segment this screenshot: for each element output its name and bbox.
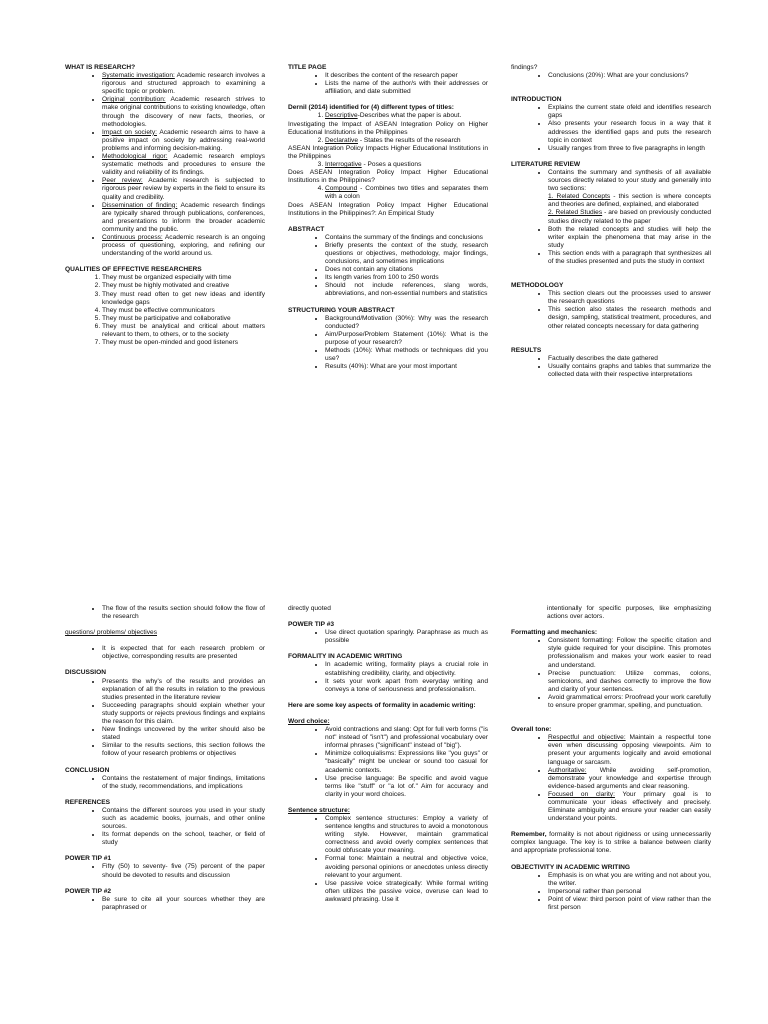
list-item: • Methodological rigor: Academic research employs systematic methods and procedures to ensure the validity and reliability of its findings. xyxy=(102,153,265,177)
heading-structuring-abstract: STRUCTURING YOUR ABSTRACT xyxy=(288,306,395,314)
heading-abstract: ABSTRACT xyxy=(288,225,325,233)
key-aspects-intro: Here are some key aspects of formality in academic writing: xyxy=(288,701,476,709)
heading-objectivity: OBJECTIVITY IN ACADEMIC WRITING xyxy=(511,863,631,871)
heading-what-is-research: WHAT IS RESEARCH? xyxy=(65,64,136,71)
expected-list xyxy=(65,645,265,661)
heading-literature-review: LITERATURE REVIEW xyxy=(511,160,581,168)
directly-quoted-continuation: directly quoted xyxy=(288,605,331,612)
list-item: • Does not contain any citations xyxy=(325,266,488,274)
list-item: • Explains the current state ofeld and identifies research gaps xyxy=(548,104,711,120)
list-item: • Conclusions (20%): What are your conclusions? xyxy=(548,72,711,80)
example-declarative: ASEAN Integration Policy Impacts Higher Educational Institutions in the Philippines xyxy=(288,144,488,160)
discussion-list xyxy=(65,678,265,759)
example-interrogative: Does ASEAN Integration Policy Impact Higher Educational Institutions in the Philippines? xyxy=(288,169,488,185)
list-item: • Background/Motivation (30%): Why was the research conducted? xyxy=(325,315,488,331)
list-item: • Succeeding paragraphs should explain whether your study supports or rejects previous findings and explains the reason for this claim. xyxy=(102,702,265,726)
bottom-column-3 xyxy=(511,605,711,912)
list-item: • Its format depends on the school, teacher, or field of study xyxy=(102,831,265,847)
qualities-list xyxy=(65,274,265,347)
structuring-list xyxy=(288,315,488,372)
results-list xyxy=(511,355,711,379)
list-item: • Peer review: Academic research is subjected to rigorous peer review by experts in the field to ensure its quality and credibility. xyxy=(102,177,265,201)
list-item: • Impersonal rather than personal xyxy=(548,888,711,896)
list-item: • Factually describes the date gathered xyxy=(548,355,711,363)
heading-discussion: DISCUSSION xyxy=(65,669,107,677)
title-types-list-3 xyxy=(288,161,488,169)
list-item: • Respectful and objective: Maintain a respectful tone even when discussing opposing viewpoints. Aim to present your arguments logically and avoid emotional language or sarcasm. xyxy=(548,734,711,766)
overall-tone-list xyxy=(511,734,711,823)
list-item: • Focused on clarity: Your primary goal is to communicate your ideas effectively and precisely. Eliminate ambiguity and ensure your reader can easily understand your points. xyxy=(548,791,711,823)
list-item: • Also presents your research focus in a way that it addresses the identified gaps and puts the research topic in context xyxy=(548,120,711,144)
list-item: • Avoid contractions and slang: Opt for full verb forms ("is not" instead of "isn't") and professional vocabulary over informal phrases ("significant" instead of "big"). xyxy=(325,726,488,750)
list-item: • Presents the why's of the results and provides an explanation of all the results in relation to the previous studies presented in the literature review xyxy=(102,678,265,702)
heading-power-tip-3: POWER TIP #3 xyxy=(288,621,335,629)
list-item: • Usually contains graphs and tables that summarize the collected data with their respective interpretations xyxy=(548,363,711,379)
title-types-list-1 xyxy=(288,112,488,120)
list-item: • Usually ranges from three to five paragraphs in length xyxy=(548,145,711,153)
list-item: • Precise punctuation: Utilize commas, colons, semicolons, and dashes correctly to improve the flow and clarity of your sentences. xyxy=(548,670,711,694)
word-choice-list xyxy=(288,726,488,799)
list-item: 3. Interrogative - Poses a questions xyxy=(325,161,488,169)
list-item: 3. They must read often to get new ideas and identify knowledge gaps xyxy=(102,291,265,307)
list-item: • Its length varies from 100 to 250 words xyxy=(325,274,488,282)
list-item: • Results (40%): What are your most important xyxy=(325,363,488,371)
power-tip-1-list xyxy=(65,863,265,879)
passive-voice-continuation: intentionally for specific purposes, like emphasizing actions over actors. xyxy=(547,605,711,621)
title-page-list xyxy=(288,72,488,96)
literature-list xyxy=(511,169,711,266)
heading-dernil: Dernil (2014) identified for (4) different types of titles: xyxy=(288,104,454,112)
list-item: 2. Declarative - States the results of the research xyxy=(325,137,488,145)
list-item: • The flow of the results section should follow the flow of the research xyxy=(102,605,265,621)
list-item: • Avoid grammatical errors: Proofread your work carefully to ensure proper grammar, spelling, and punctuation. xyxy=(548,694,711,710)
list-item: • Impact on society: Academic research aims to have a positive impact on society by addressing real-world problems and informing decision-making. xyxy=(102,129,265,153)
list-item: • Contains the different sources you used in your study such as academic books, journals, and other online sources. xyxy=(102,807,265,831)
title-types-list-4 xyxy=(288,185,488,201)
list-item: 4. They must be effective communicators xyxy=(102,307,265,315)
list-item: • Formal tone: Maintain a neutral and objective voice, avoiding personal opinions or anecdotes unless directly relevant to your argument. xyxy=(325,855,488,879)
list-item: • Contains the restatement of major findings, limitations of the study, recommendations, and implications xyxy=(102,775,265,791)
list-item: • Be sure to cite all your sources whether they are paraphrased or xyxy=(102,896,265,912)
list-item: • Use direct quotation sparingly. Paraphrase as much as possible xyxy=(325,629,488,645)
heading-qualities: QUALITIES OF EFFECTIVE RESEARCHERS xyxy=(65,266,202,274)
title-types-list-2 xyxy=(288,137,488,145)
list-item: • Contains the summary and synthesis of all available sources directly related to your study and generally into two sections: 1. Related Concepts - this section is where concepts and theories are defined, explained, and elaborated 2. Related Studies - are based on previously conducted studies directly related to the paper xyxy=(548,169,711,226)
references-list xyxy=(65,807,265,847)
list-item: 5. They must be participative and collaborative xyxy=(102,315,265,323)
bottom-column-1 xyxy=(65,605,265,912)
conclusion-list xyxy=(65,775,265,791)
top-column-2 xyxy=(288,64,488,371)
remember-paragraph: Remember, formality is not about rigidness or using unnecessarily complex language. The key is to strike a balance between clarity and appropriate professional tone. xyxy=(511,831,711,855)
heading-word-choice: Word choice: xyxy=(288,717,330,725)
list-item: • Fifty (50) to seventy- five (75) percent of the paper should be devoted to results and discussion xyxy=(102,863,265,879)
list-item: • Methods (10%): What methods or techniques did you use? xyxy=(325,347,488,363)
bottom-column-2 xyxy=(288,605,488,904)
heading-overall-tone: Overall tone: xyxy=(511,726,552,734)
methodology-list xyxy=(511,290,711,330)
abstract-list xyxy=(288,234,488,299)
list-item: • Both the related concepts and studies will help the writer explain the phenomena that may arise in the study xyxy=(548,226,711,250)
formality-list xyxy=(288,661,488,693)
list-item: 6. They must be analytical and critical about matters relevant to them, to others, or to the society xyxy=(102,323,265,339)
list-item: • This section also states the research methods and design, sampling, statistical treatment, procedures, and other related concepts necessary for data gathering xyxy=(548,306,711,330)
list-item: • This section clears out the processes used to answer the research questions xyxy=(548,290,711,306)
list-item: • It describes the content of the research paper xyxy=(325,72,488,80)
top-column-3 xyxy=(511,64,711,379)
list-item: • Emphasis is on what you are writing and not about you, the writer. xyxy=(548,872,711,888)
heading-conclusion: CONCLUSION xyxy=(65,766,110,774)
list-item: • It is expected that for each research problem or objective, corresponding results are presented xyxy=(102,645,265,661)
list-item: • Minimize colloquialisms: Expressions like "you guys" or "basically" might be unclear or sound too casual for academic contexts. xyxy=(325,750,488,774)
power-tip-2-list xyxy=(65,896,265,912)
list-item: • Authoritative: While avoiding self-promotion, demonstrate your knowledge and expertise through evidence-based arguments and clear reasoning. xyxy=(548,767,711,791)
what-is-research-list xyxy=(65,72,265,258)
findings-continuation: findings? xyxy=(511,64,538,71)
list-item: 7. They must be open-minded and good listeners xyxy=(102,339,265,347)
heading-power-tip-2: POWER TIP #2 xyxy=(65,887,112,895)
objectivity-list xyxy=(511,872,711,912)
list-item: • In academic writing, formality plays a crucial role in establishing credibility, clarity, and objectivity. xyxy=(325,661,488,677)
heading-power-tip-1: POWER TIP #1 xyxy=(65,855,112,863)
questions-problems-objectives: questions/ problems/ objectives xyxy=(65,629,157,637)
list-item: • It sets your work apart from everyday writing and conveys a tone of seriousness and professionalism. xyxy=(325,678,488,694)
list-item: • Dissemination of finding: Academic research findings are typically shared through publications, conferences, and presentations to inform the broader academic community and the public. xyxy=(102,202,265,234)
example-compound: Does ASEAN Integration Policy Impact Higher Educational Institutions in the Philippines?: An Empirical Study xyxy=(288,201,488,217)
formatting-list xyxy=(511,637,711,710)
introduction-list xyxy=(511,104,711,153)
top-column-1 xyxy=(65,64,265,347)
heading-introduction: INTRODUCTION xyxy=(511,96,562,104)
list-item: • Lists the name of the author/s with their addresses or affiliation, and date submitted xyxy=(325,80,488,96)
power-tip-3-list xyxy=(288,629,488,645)
conclusions-list xyxy=(511,72,711,80)
list-item: • Original contribution: Academic research strives to make original contributions to existing knowledge, often through the discovery of new facts, theories, or methodologies. xyxy=(102,96,265,128)
list-item: 2. They must be highly motivated and creative xyxy=(102,282,265,290)
heading-methodology: METHODOLOGY xyxy=(511,282,564,290)
list-item: • Use passive voice strategically: While formal writing often utilizes the passive voice, overuse can lead to awkward phrasing. Use it xyxy=(325,880,488,904)
example-descriptive: Investigating the Impact of ASEAN Integration Policy on Higher Educational Institutions in the Philippines xyxy=(288,120,488,136)
list-item: 4. Compound - Combines two titles and separates them with a colon xyxy=(325,185,488,201)
list-item: • Consistent formatting: Follow the specific citation and style guide required for your discipline. This promotes professionalism and makes your work easier to read and understand. xyxy=(548,637,711,669)
list-item: • Should not include references, slang words, abbreviations, and non-essential numbers and statistics xyxy=(325,282,488,298)
list-item: 1. Descriptive-Describes what the paper is about. xyxy=(325,112,488,120)
list-item: • Contains the summary of the findings and conclusions xyxy=(325,234,488,242)
list-item: • Use precise language: Be specific and avoid vague terms like "stuff" or "a lot of." Aim for accuracy and clarity in your word choices. xyxy=(325,775,488,799)
sentence-structure-list xyxy=(288,815,488,904)
list-item: 1. They must be organized especially with time xyxy=(102,274,265,282)
list-item: • Similar to the results sections, this section follows the follow of your research problems or objectives xyxy=(102,742,265,758)
list-item: • Point of view: third person point of view rather than the first person xyxy=(548,896,711,912)
list-item: • Continuous process: Academic research is an ongoing process of questioning, exploring, and refining our understanding of the world around us. xyxy=(102,234,265,258)
list-item: • Systematic investigation: Academic research involves a rigorous and structured approach to examining a specific topic or problem. xyxy=(102,72,265,96)
list-item: • Aim/Purpose/Problem Statement (10%): What is the purpose of your research? xyxy=(325,331,488,347)
list-item: • Briefly presents the context of the study, research questions or objectives, methodology, major findings, conclusions, and sometimes implications xyxy=(325,242,488,266)
list-item: • This section ends with a paragraph that synthesizes all of the studies presented and puts the study in context xyxy=(548,250,711,266)
list-item: • Complex sentence structures: Employ a variety of sentence lengths and structures to avoid a monotonous writing style. However, maintain grammatical correctness and avoid overly complex sentences that could obfuscate your meaning. xyxy=(325,815,488,855)
heading-title-page: TITLE PAGE xyxy=(288,64,327,71)
list-item: • New findings uncovered by the writer should also be stated xyxy=(102,726,265,742)
heading-references: REFERENCES xyxy=(65,798,111,806)
flow-list xyxy=(65,605,265,621)
heading-sentence-structure: Sentence structure: xyxy=(288,806,350,814)
heading-formality: FORMALITY IN ACADEMIC WRITING xyxy=(288,653,403,661)
heading-formatting: Formatting and mechanics: xyxy=(511,629,598,637)
heading-results: RESULTS xyxy=(511,346,542,354)
